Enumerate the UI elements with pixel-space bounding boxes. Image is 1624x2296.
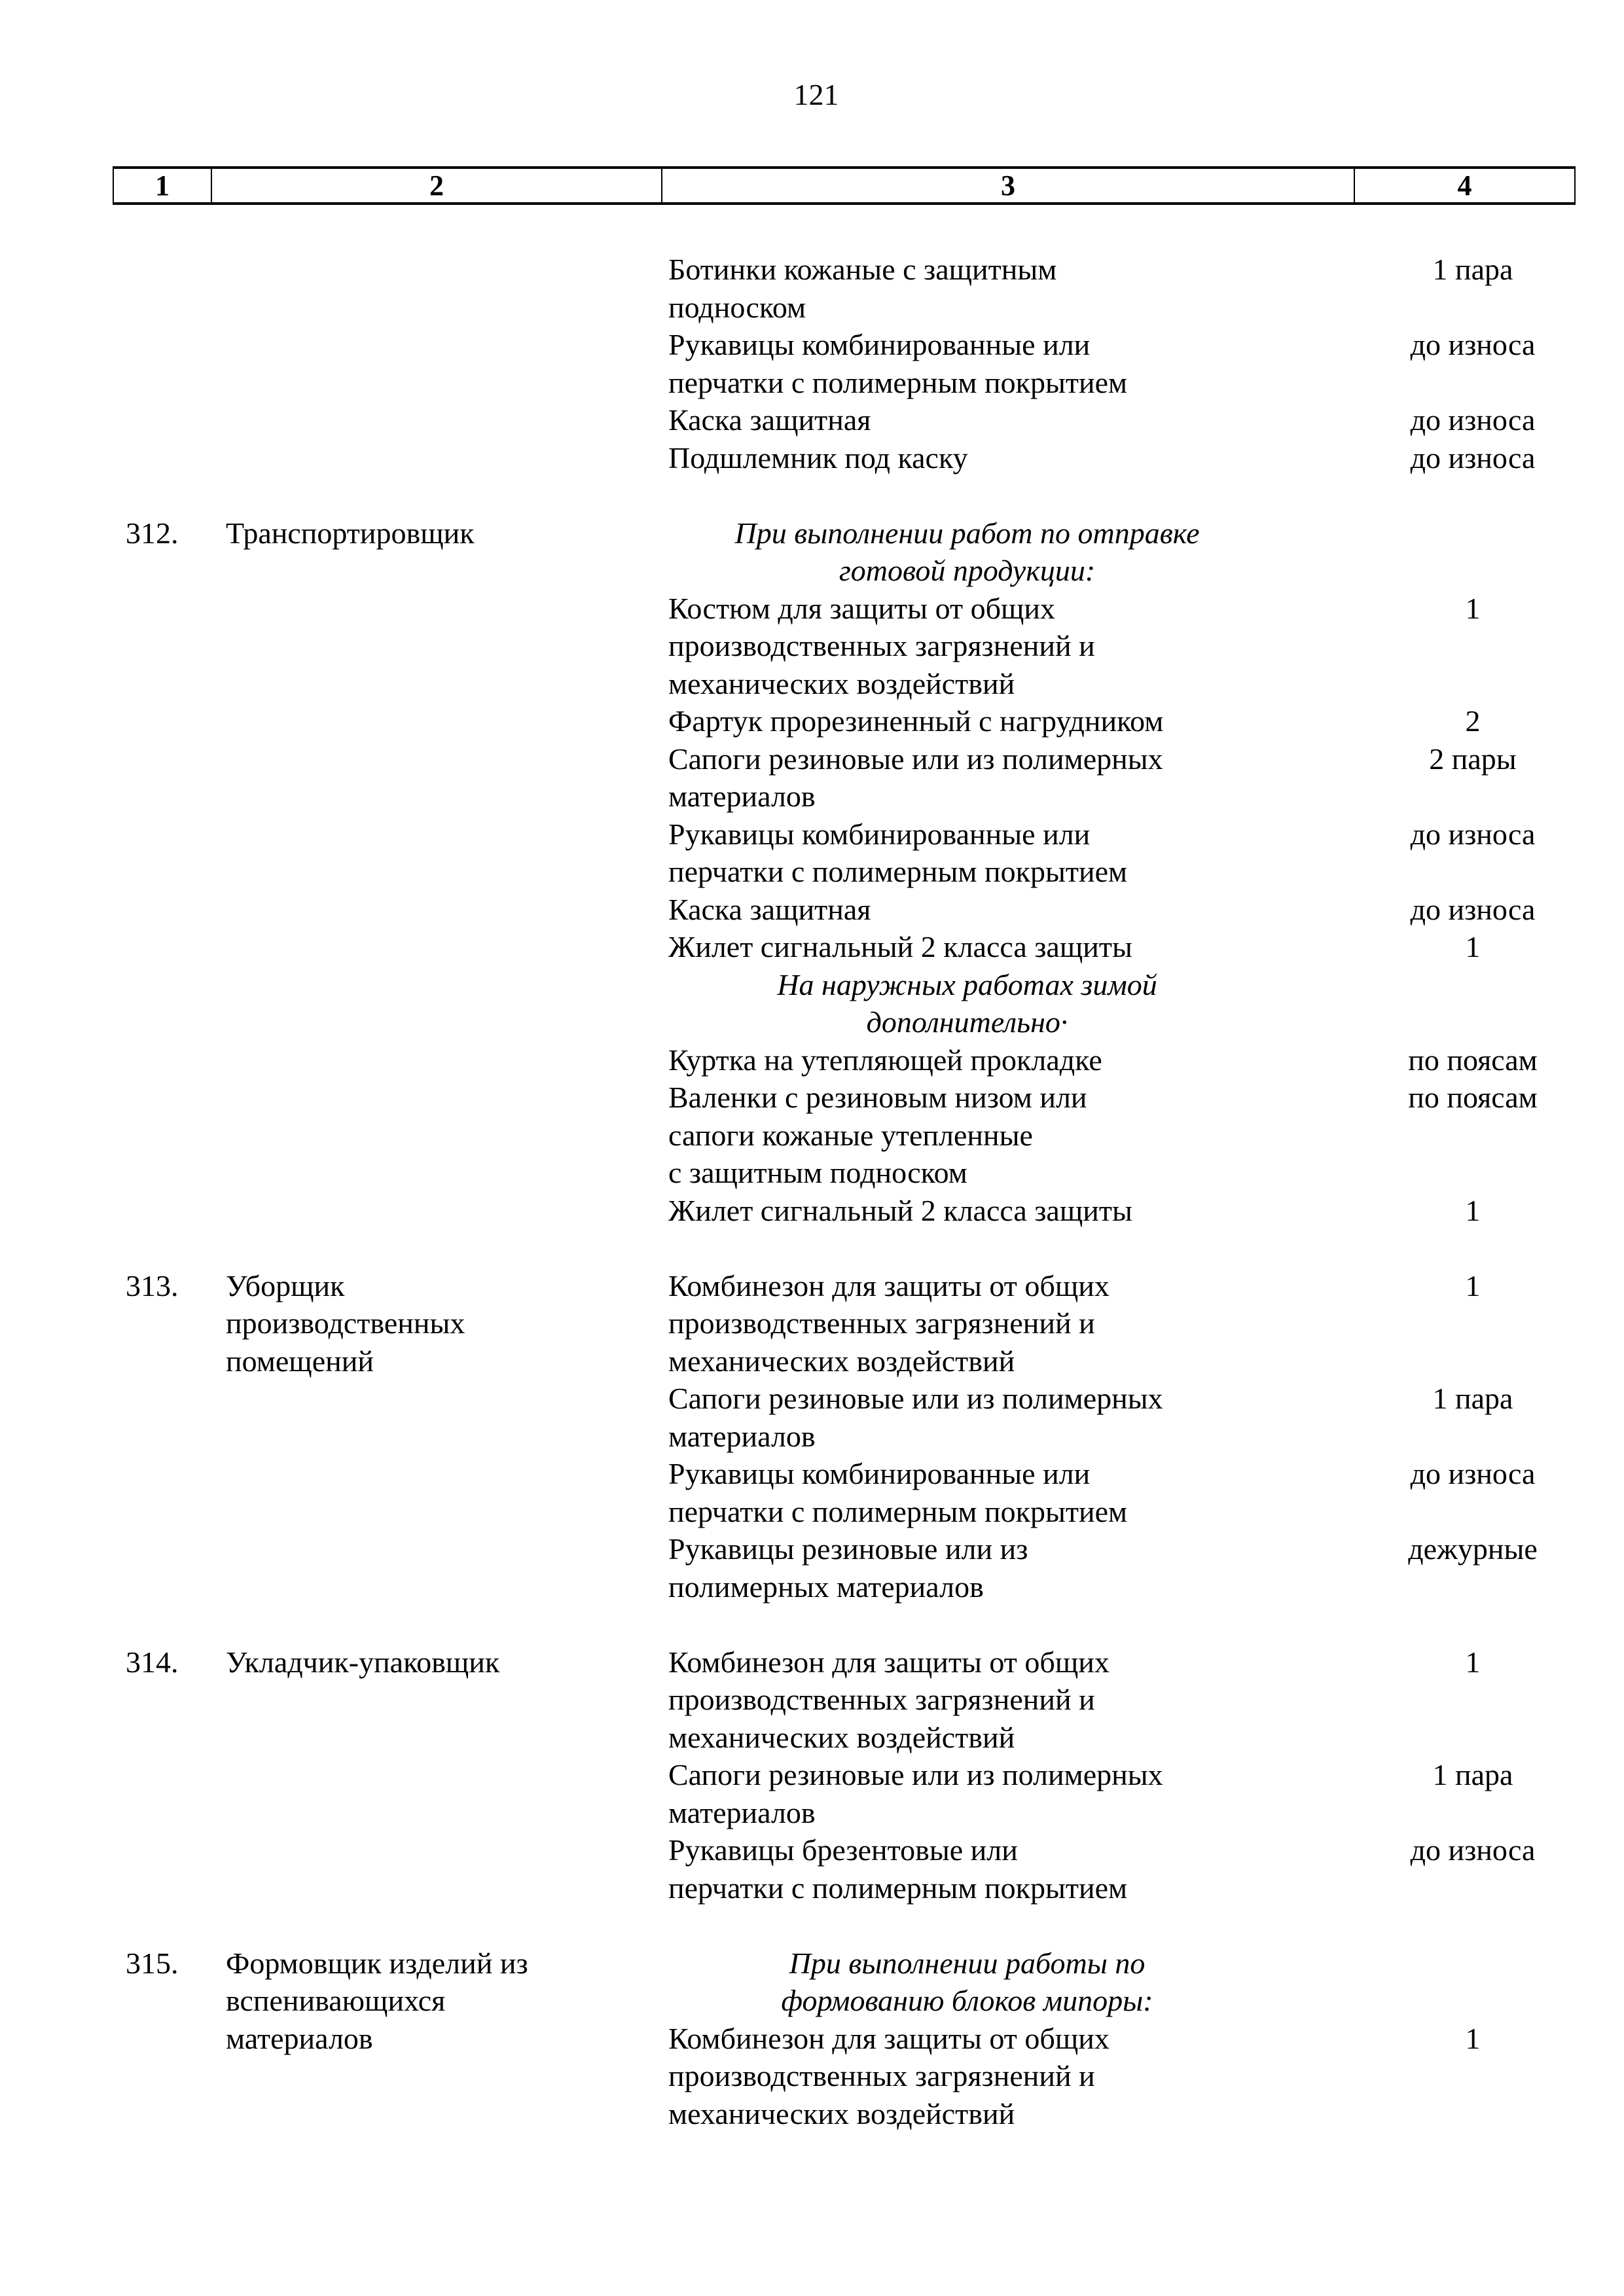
- table-line: [0, 1154, 1624, 1192]
- quantity: 1: [1465, 1193, 1481, 1227]
- table-line: [0, 665, 1624, 703]
- quantity: 1: [1465, 1268, 1481, 1302]
- equipment-item: Рукавицы комбинированные или: [668, 817, 1091, 851]
- profession-name: материалов: [226, 2021, 373, 2055]
- table-line: [0, 928, 1624, 966]
- table-line: [0, 1568, 1624, 1606]
- equipment-item: материалов: [668, 780, 816, 813]
- quantity: до износа: [1410, 1457, 1536, 1490]
- quantity: до износа: [1410, 1833, 1536, 1867]
- table-line: [0, 401, 1624, 439]
- header-col-1: 1: [114, 169, 212, 202]
- table-body: [0, 251, 1624, 2132]
- equipment-item: Каска защитная: [668, 892, 871, 926]
- table-line: [0, 289, 1624, 327]
- quantity: 1 пара: [1432, 1382, 1513, 1415]
- quantity: 1: [1465, 591, 1481, 625]
- equipment-item: Жилет сигнальный 2 класса защиты: [668, 930, 1132, 963]
- table-line: [0, 966, 1624, 1004]
- table-line: [0, 1267, 1624, 1305]
- equipment-item: Комбинезон для защиты от общих: [668, 2021, 1110, 2055]
- equipment-item: Фартук прорезиненный с нагрудником: [668, 704, 1164, 738]
- table-line: [0, 1605, 1624, 1643]
- table-line: [0, 590, 1624, 628]
- section-heading: На наружных работах зимой: [777, 967, 1157, 1001]
- quantity: 1: [1465, 1645, 1481, 1679]
- row-number: 315.: [126, 1946, 179, 1980]
- profession-name: Транспортировщик: [226, 516, 475, 550]
- table-line: [0, 816, 1624, 853]
- table-line: [0, 1455, 1624, 1493]
- table-line: [0, 1982, 1624, 2020]
- equipment-item: производственных загрязнений и: [668, 629, 1095, 662]
- quantity: до износа: [1410, 817, 1536, 851]
- table-line: [0, 251, 1624, 289]
- equipment-item: Сапоги резиновые или из полимерных: [668, 1382, 1163, 1415]
- equipment-item: материалов: [668, 1419, 816, 1453]
- table-line: [0, 778, 1624, 816]
- profession-name: Уборщик: [226, 1268, 345, 1302]
- equipment-item: механических воздействий: [668, 1344, 1015, 1378]
- table-line: [0, 740, 1624, 778]
- header-col-2: 2: [212, 169, 662, 202]
- table-line: [0, 1869, 1624, 1907]
- table-line: [0, 552, 1624, 590]
- table-line: [0, 1342, 1624, 1380]
- equipment-item: Сапоги резиновые или из полимерных: [668, 742, 1163, 776]
- equipment-item: производственных загрязнений и: [668, 1306, 1095, 1340]
- page-number: 121: [793, 78, 839, 111]
- equipment-item: перчатки с полимерным покрытием: [668, 1871, 1128, 1905]
- equipment-item: Куртка на утепляющей прокладке: [668, 1043, 1102, 1077]
- table-line: [0, 439, 1624, 477]
- table-line: [0, 1530, 1624, 1568]
- equipment-item: перчатки с полимерным покрытием: [668, 365, 1128, 399]
- table-line: [0, 2020, 1624, 2058]
- table-line: [0, 1831, 1624, 1869]
- quantity: до износа: [1410, 892, 1536, 926]
- equipment-item: Подшлемник под каску: [668, 440, 968, 475]
- table-line: [0, 1079, 1624, 1117]
- equipment-item: перчатки с полимерным покрытием: [668, 1494, 1128, 1528]
- row-number: 314.: [126, 1645, 179, 1679]
- table-line: [0, 2095, 1624, 2133]
- quantity: по поясам: [1408, 1043, 1538, 1077]
- table-line: [0, 891, 1624, 929]
- table-line: [0, 1756, 1624, 1794]
- section-heading: При выполнении работ по отправке: [734, 516, 1200, 550]
- equipment-item: Рукавицы комбинированные или: [668, 328, 1091, 361]
- table-line: [0, 627, 1624, 665]
- section-heading: готовой продукции:: [839, 554, 1096, 587]
- equipment-item: Жилет сигнальный 2 класса защиты: [668, 1193, 1132, 1227]
- table-line: [0, 1117, 1624, 1155]
- quantity: дежурные: [1408, 1532, 1538, 1566]
- quantity: 1: [1465, 2021, 1481, 2055]
- table-line: [0, 514, 1624, 552]
- equipment-item: материалов: [668, 1795, 816, 1829]
- section-heading: При выполнении работы по: [789, 1946, 1146, 1980]
- equipment-item: с защитным подноском: [668, 1156, 967, 1189]
- table-line: [0, 1041, 1624, 1079]
- table-line: [0, 1493, 1624, 1531]
- equipment-item: Комбинезон для защиты от общих: [668, 1268, 1110, 1302]
- table-header: [113, 166, 1576, 205]
- quantity: 1 пара: [1432, 253, 1513, 286]
- table-line: [0, 326, 1624, 364]
- equipment-item: сапоги кожаные утепленные: [668, 1118, 1033, 1152]
- equipment-item: Рукавицы брезентовые или: [668, 1833, 1018, 1867]
- equipment-item: Рукавицы комбинированные или: [668, 1457, 1091, 1490]
- equipment-item: Комбинезон для защиты от общих: [668, 1645, 1110, 1679]
- equipment-item: механических воздействий: [668, 666, 1015, 700]
- equipment-item: Валенки с резиновым низом или: [668, 1081, 1087, 1114]
- header-col-3: 3: [662, 169, 1355, 202]
- table-line: [0, 1229, 1624, 1267]
- quantity: 1: [1465, 930, 1481, 963]
- table-line: [0, 2057, 1624, 2095]
- table-line: [0, 1192, 1624, 1230]
- quantity: до износа: [1410, 403, 1536, 437]
- table-line: [0, 1003, 1624, 1041]
- equipment-item: Ботинки кожаные с защитным: [668, 253, 1057, 286]
- equipment-item: полимерных материалов: [668, 1570, 984, 1604]
- table-line: [0, 476, 1624, 514]
- equipment-item: Рукавицы резиновые или из: [668, 1532, 1028, 1566]
- table-line: [0, 1380, 1624, 1418]
- table-line: [0, 1945, 1624, 1982]
- quantity: до износа: [1410, 440, 1536, 475]
- row-number: 313.: [126, 1268, 179, 1302]
- equipment-item: механических воздействий: [668, 1720, 1015, 1754]
- equipment-item: Каска защитная: [668, 403, 871, 437]
- equipment-item: Костюм для защиты от общих: [668, 591, 1056, 625]
- table-line: [0, 1643, 1624, 1681]
- table-line: [0, 364, 1624, 402]
- quantity: 2 пары: [1429, 742, 1517, 776]
- equipment-item: механических воздействий: [668, 2096, 1015, 2130]
- profession-name: производственных: [226, 1306, 465, 1340]
- quantity: до износа: [1410, 328, 1536, 361]
- quantity: 1 пара: [1432, 1758, 1513, 1791]
- equipment-item: производственных загрязнений и: [668, 2059, 1095, 2092]
- table-line: [0, 702, 1624, 740]
- profession-name: Формовщик изделий из: [226, 1946, 528, 1980]
- header-col-4: 4: [1457, 170, 1472, 202]
- equipment-item: перчатки с полимерным покрытием: [668, 855, 1128, 888]
- section-heading: формованию блоков мипоры:: [781, 1984, 1153, 2017]
- profession-name: Укладчик-упаковщик: [226, 1645, 500, 1679]
- equipment-item: производственных загрязнений и: [668, 1683, 1095, 1716]
- profession-name: помещений: [226, 1344, 374, 1378]
- table-line: [0, 1907, 1624, 1945]
- section-heading: дополнительно·: [866, 1005, 1068, 1039]
- row-number: 312.: [126, 516, 179, 550]
- equipment-item: Сапоги резиновые или из полимерных: [668, 1758, 1163, 1791]
- table-line: [0, 1681, 1624, 1719]
- table-line: [0, 1304, 1624, 1342]
- quantity: по поясам: [1408, 1081, 1538, 1114]
- quantity: 2: [1465, 704, 1481, 738]
- table-line: [0, 1418, 1624, 1456]
- equipment-item: подноском: [668, 290, 806, 324]
- table-line: [0, 1719, 1624, 1757]
- profession-name: вспенивающихся: [226, 1984, 446, 2017]
- table-line: [0, 853, 1624, 891]
- table-line: [0, 1794, 1624, 1832]
